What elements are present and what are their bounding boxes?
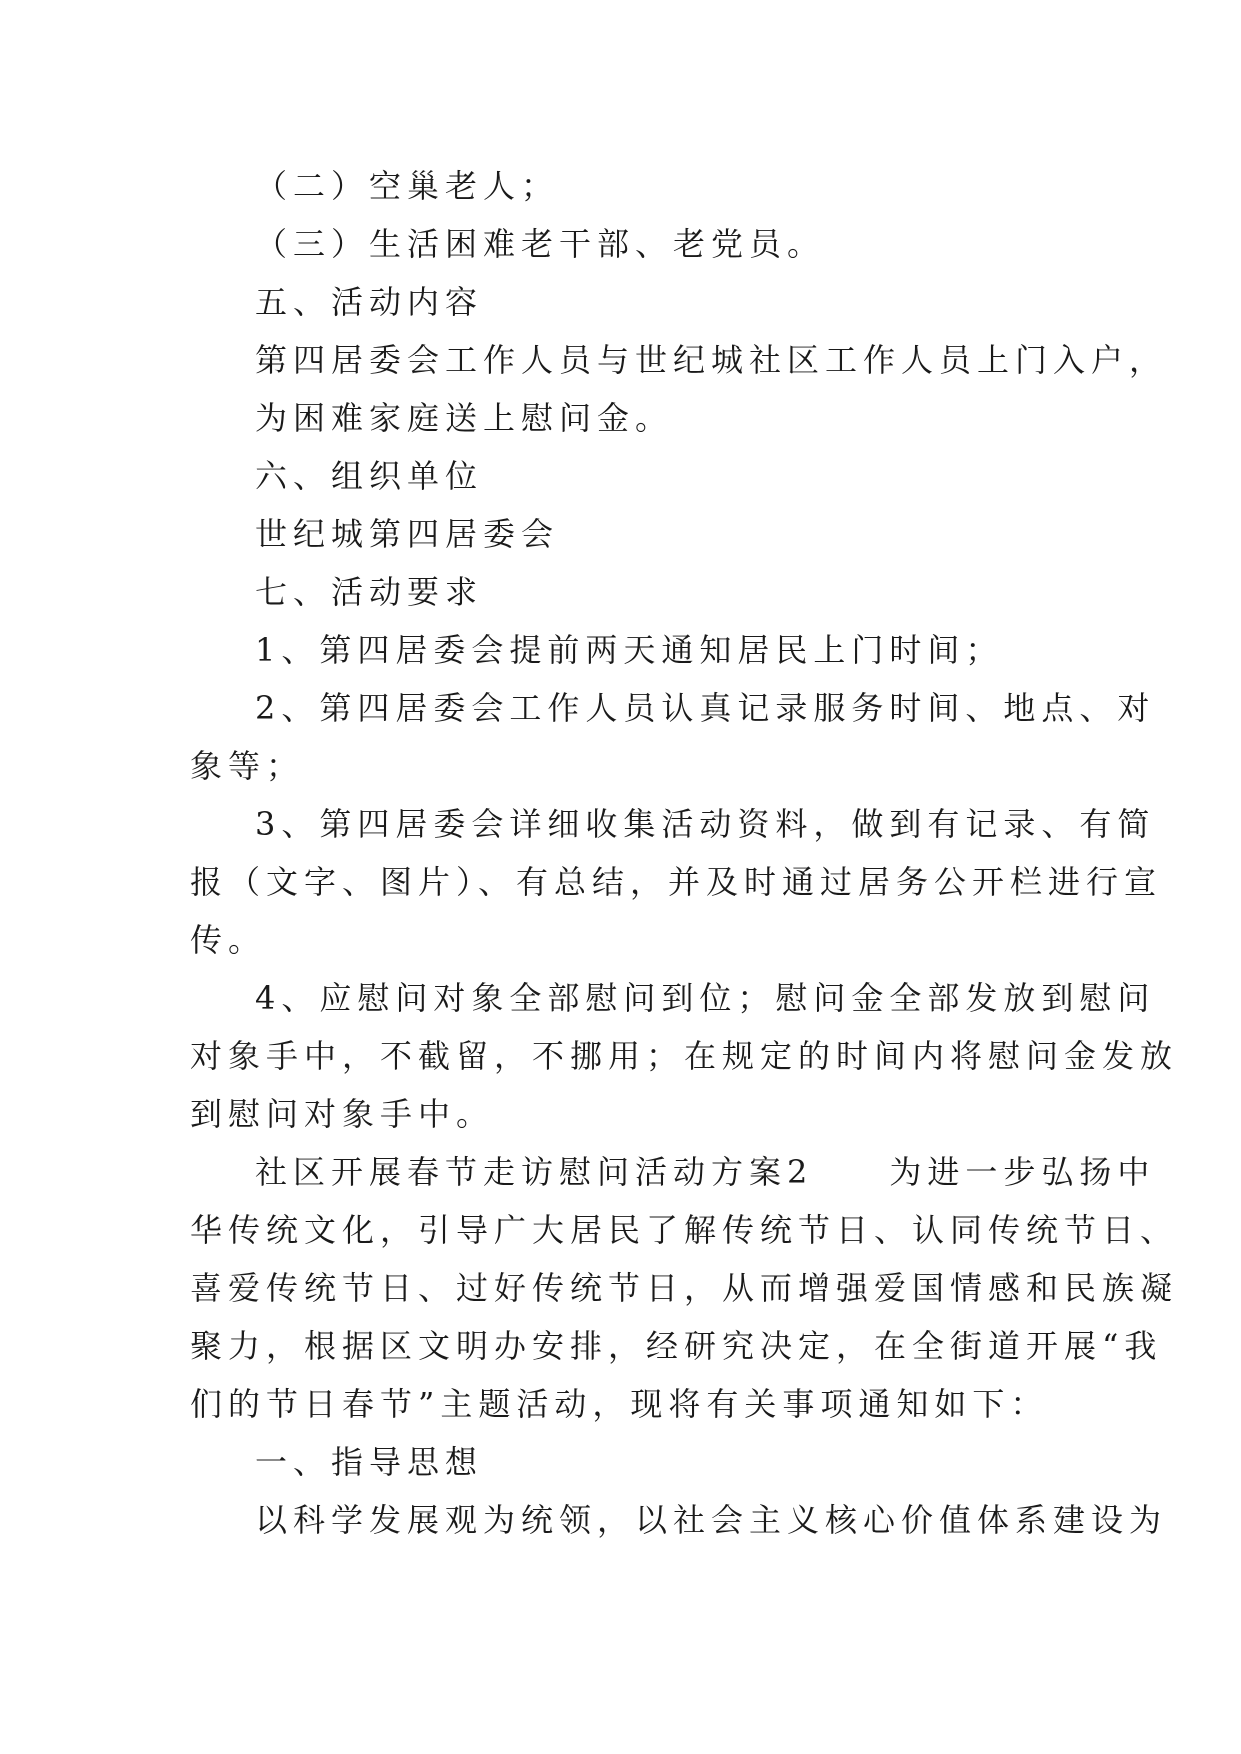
- section-heading: 一、指导思想: [255, 1443, 484, 1481]
- text-line: 聚力，根据区文明办安排，经研究决定，在全街道开展“我: [190, 1327, 1163, 1365]
- text-line: 第四居委会工作人员与世纪城社区工作人员上门入户，: [255, 341, 1168, 379]
- text-line: （二）空巢老人；: [255, 167, 560, 205]
- text-line: 们的节日春节”主题活动，现将有关事项通知如下：: [190, 1385, 1049, 1423]
- text-line: （三）生活困难老干部、老党员。: [255, 225, 826, 263]
- text-line: 1、第四居委会提前两天通知居民上门时间；: [255, 631, 1004, 669]
- text-line: 到慰问对象手中。: [190, 1095, 495, 1133]
- text-line: 华传统文化，引导广大居民了解传统节日、认同传统节日、: [190, 1211, 1179, 1249]
- section-heading: 六、组织单位: [255, 457, 484, 495]
- text-line: 以科学发展观为统领，以社会主义核心价值体系建设为: [255, 1501, 1168, 1539]
- text-line: 为困难家庭送上慰问金。: [255, 399, 674, 437]
- text-line: 传。: [190, 921, 267, 959]
- section-heading: 七、活动要求: [255, 573, 484, 611]
- text-line: 报（文字、图片）、有总结，并及时通过居务公开栏进行宣: [190, 863, 1163, 901]
- text-line: 3、第四居委会详细收集活动资料，做到有记录、有简: [255, 805, 1156, 843]
- text-line: 对象手中，不截留，不挪用；在规定的时间内将慰问金发放: [190, 1037, 1179, 1075]
- section-heading: 五、活动内容: [255, 283, 484, 321]
- text-line: 4、应慰问对象全部慰问到位；慰问金全部发放到慰问: [255, 979, 1156, 1017]
- text-line: 社区开展春节走访慰问活动方案2 为进一步弘扬中: [255, 1153, 1156, 1191]
- text-line: 喜爱传统节日、过好传统节日，从而增强爱国情感和民族凝: [190, 1269, 1179, 1307]
- text-line: 2、第四居委会工作人员认真记录服务时间、地点、对: [255, 689, 1156, 727]
- text-line: 世纪城第四居委会: [255, 515, 560, 553]
- text-line: 象等；: [190, 747, 305, 785]
